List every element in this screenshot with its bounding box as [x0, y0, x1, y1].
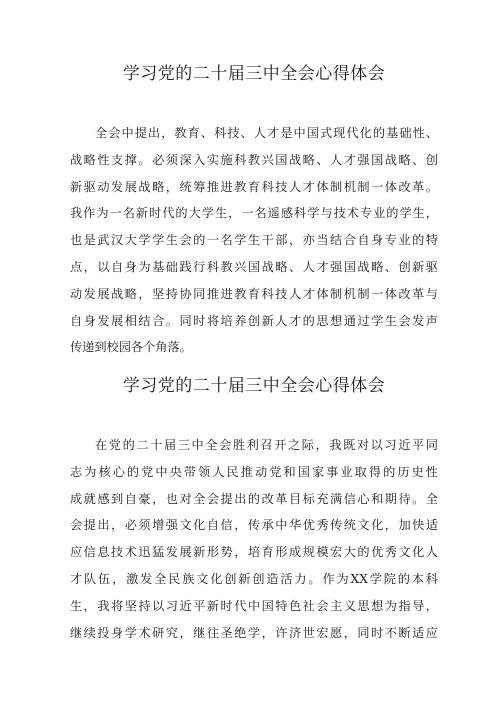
- body-line: 也是武汉大学学生会的一名学生干部，亦当结合自身专业的特: [70, 233, 438, 248]
- body-line: 应信息技术迅猛发展新形势，培育形成规模宏大的优秀文化人: [70, 545, 438, 560]
- body-line: 全会中提出，教育、科技、人才是中国式现代化的基础性、: [95, 126, 438, 140]
- body-line: 继续投身学术研究，继往圣绝学，许济世宏愿，同时不断适应: [70, 625, 438, 640]
- body-line: 我作为一名新时代的大学生，一名遥感科学与技术专业的学生，: [70, 206, 438, 221]
- body-line: 才队伍，激发全民族文化创新创造活力。作为XX学院的本科: [70, 571, 438, 586]
- body-line: 动发展战略，坚持协同推进教育科技人才体制机制一体改革与: [70, 286, 438, 301]
- body-line: 新驱动发展战略，统筹推进教育科技人才体制机制一体改革。: [70, 179, 438, 194]
- body-line: 志为核心的党中央带领人民推动党和国家事业取得的历史性: [70, 464, 438, 479]
- body-line: 在党的二十届三中全会胜利召开之际，我既对以习近平同: [95, 438, 438, 452]
- body-line: 生，我将坚持以习近平新时代中国特色社会主义思想为指导，: [70, 598, 438, 613]
- body-line: 自身发展相结合。同时将培养创新人才的思想通过学生会发声: [70, 313, 438, 328]
- body-line: 传递到校园各个角落。: [70, 340, 192, 355]
- body-line: 成就感到自豪，也对全会提出的改革目标充满信心和期待。全: [70, 491, 438, 506]
- essay-section-2: [70, 372, 438, 646]
- essay-section-1: [70, 60, 438, 361]
- body-line: 点，以自身为基础践行科教兴国战略、人才强国战略、创新驱: [70, 259, 438, 274]
- body-line: 战略性支撑。必须深入实施科教兴国战略、人才强国战略、创: [70, 152, 438, 167]
- body-line: 会提出，必须增强文化自信，传承中华优秀传统文化，加快适: [70, 518, 438, 533]
- essay-body-1: [70, 120, 438, 361]
- essay-body-2: [70, 432, 438, 646]
- essay-title-2: 学习党的二十届三中全会心得体会: [122, 376, 386, 396]
- essay-title-1: 学习党的二十届三中全会心得体会: [122, 64, 386, 84]
